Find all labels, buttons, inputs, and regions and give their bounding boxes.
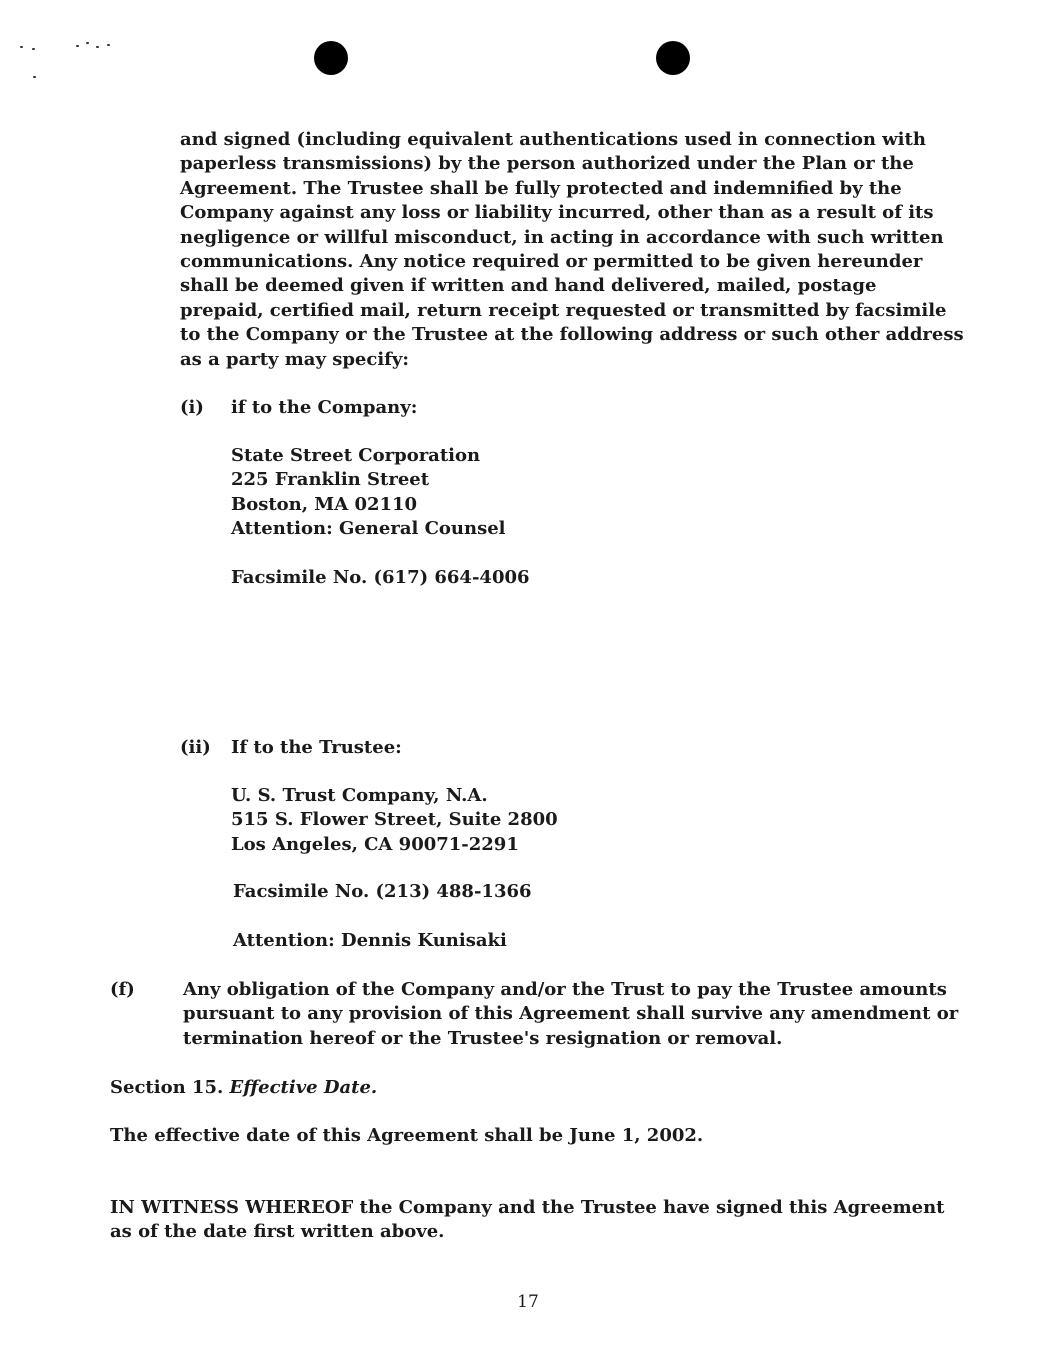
paragraph-line: negligence or willful misconduct, in acting in accordance with such written [180,226,944,248]
company-notice-marker: (i) [180,397,204,418]
company-address [231,444,506,542]
company-facsimile: Facsimile No. (617) 664-4006 [231,567,530,588]
trustee-attention: Attention: Dennis Kunisaki [233,930,507,951]
clause-line: Any obligation of the Company and/or the Trust to pay the Trustee amounts [183,979,947,1000]
punch-hole-left [314,41,348,75]
section-title: Effective Date. [229,1077,378,1098]
address-line: Attention: General Counsel [231,518,506,540]
paragraph-line: communications. Any notice required or permitted to be given hereunder [180,251,923,273]
notice-paragraph [180,128,970,372]
trustee-facsimile: Facsimile No. (213) 488-1366 [233,881,532,902]
paragraph-line: Company against any loss or liability incurred, other than as a result of its [180,202,934,224]
scan-speck [32,48,35,50]
scan-speck [33,76,36,78]
scan-speck [76,45,79,47]
scan-speck [20,46,23,48]
witness-line: as of the date first written above. [110,1221,445,1243]
scan-speck [86,42,89,44]
address-line: Boston, MA 02110 [231,493,418,515]
paragraph-line: as a party may specify: [180,348,410,370]
page-number: 17 [517,1292,539,1312]
clause-f-text [183,978,958,1051]
paragraph-line: paperless transmissions) by the person authorized under the Plan or the [180,153,914,175]
paragraph-line: Agreement. The Trustee shall be fully protected and indemnified by the [180,177,902,199]
clause-line: pursuant to any provision of this Agreement shall survive any amendment or [183,1003,959,1025]
trustee-address [231,784,558,857]
address-line: State Street Corporation [231,445,481,466]
address-line: Los Angeles, CA 90071-2291 [231,833,519,855]
address-line: 515 S. Flower Street, Suite 2800 [231,809,558,831]
address-line: 225 Franklin Street [231,469,430,491]
paragraph-line: prepaid, certified mail, return receipt requested or transmitted by facsimile [180,299,947,321]
paragraph-line: to the Company or the Trustee at the following address or such other address [180,324,964,346]
punch-hole-right [656,41,690,75]
scan-speck [96,46,99,48]
trustee-notice-heading: If to the Trustee: [231,737,402,758]
clause-f-marker: (f) [110,979,135,1000]
witness-clause [110,1196,944,1245]
effective-date-text: The effective date of this Agreement shall be June 1, 2002. [110,1125,704,1146]
paragraph-line: shall be deemed given if written and hand delivered, mailed, postage [180,275,877,297]
section-15-heading [110,1076,377,1100]
clause-line: termination hereof or the Trustee's resignation or removal. [183,1027,783,1049]
trustee-notice-marker: (ii) [180,737,211,758]
paragraph-line: and signed (including equivalent authentications used in connection with [180,129,926,150]
address-line: U. S. Trust Company, N.A. [231,785,488,806]
section-label: Section 15. [110,1077,224,1098]
scan-speck [107,44,110,46]
company-notice-heading: if to the Company: [231,397,418,418]
witness-line: IN WITNESS WHEREOF the Company and the Trustee have signed this Agreement [110,1197,945,1218]
